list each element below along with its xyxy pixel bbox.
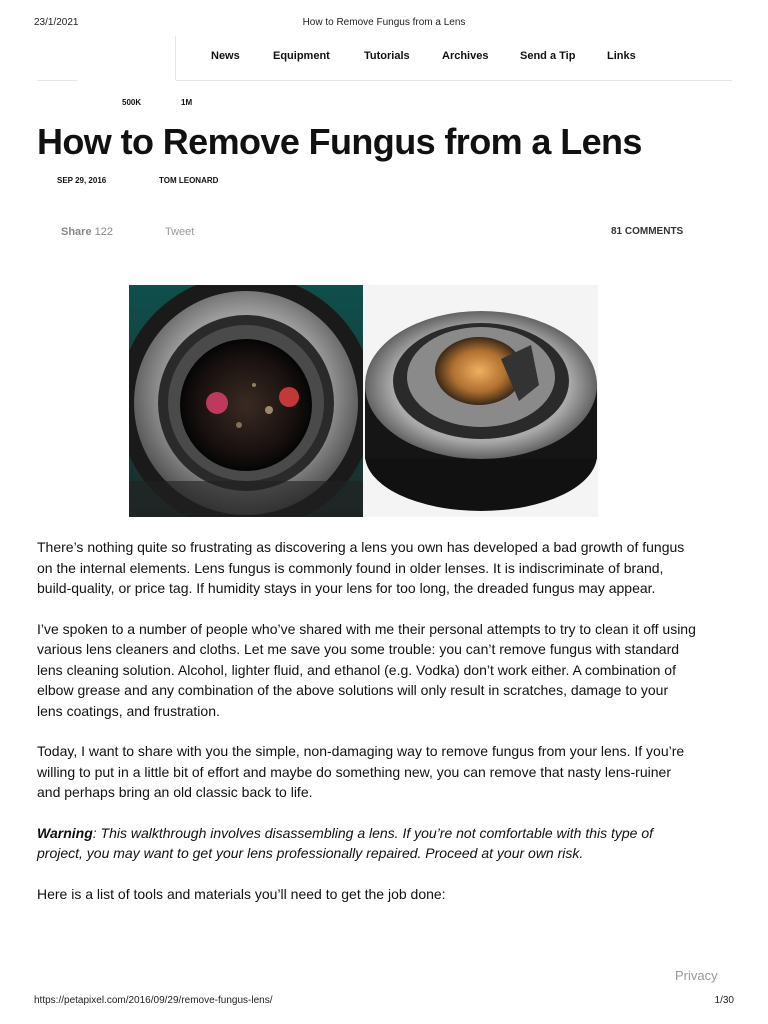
nav-left-divider bbox=[37, 80, 77, 81]
paragraph-tools-intro: Here is a list of tools and materials you’ll need to get the job done: bbox=[37, 885, 446, 902]
nav-item-send-a-tip[interactable]: Send a Tip bbox=[520, 50, 576, 62]
article-body bbox=[37, 537, 697, 924]
article-title: How to Remove Fungus from a Lens bbox=[37, 121, 642, 162]
paragraph-today: Today, I want to share with you the simple, non-damaging way to remove fungus from your lens. If you’re willing to put in a little bit of effort and maybe do something new, you can remove that nasty lens-ruiner and perhaps bring an old classic back to life. bbox=[37, 743, 685, 800]
nav-bottom-divider bbox=[176, 80, 732, 81]
hero-image bbox=[129, 285, 598, 517]
share-label: Share bbox=[61, 226, 92, 238]
print-page-title: How to Remove Fungus from a Lens bbox=[302, 17, 466, 28]
nav-item-news[interactable]: News bbox=[211, 50, 240, 62]
print-date: 23/1/2021 bbox=[34, 17, 79, 28]
print-url: https://petapixel.com/2016/09/29/remove-fungus-lens/ bbox=[34, 995, 273, 1006]
share-row bbox=[0, 226, 768, 242]
warning-text: : This walkthrough involves disassembling a lens. If you’re not comfortable with this type of project, you may want to get your lens professionally repaired. Proceed at your own risk. bbox=[37, 824, 654, 861]
nav-item-archives[interactable]: Archives bbox=[442, 50, 489, 62]
paragraph-attempts: I’ve spoken to a number of people who’ve shared with me their personal attempts to try to clean it off using various lens cleaners and cloths. Let me save you some trouble: you can’t remove fungus with standard lens cleaning solution. Alcohol, lighter fluid, and ethanol (e.g. Vodka) don’t work either. A combination of elbow grease and any combination of the above solutions will only result in scratches, damage to your lens coatings, and frustration. bbox=[37, 620, 696, 719]
article-date: SEP 29, 2016 bbox=[57, 176, 107, 185]
social-count-second[interactable]: 1M bbox=[181, 98, 193, 107]
warning-label: Warning bbox=[37, 824, 93, 841]
paragraph-intro: There’s nothing quite so frustrating as discovering a lens you own has developed a bad growth of fungus on the internal elements. Lens fungus is commonly found in older lenses. It is indiscriminate of brand, build-quality, or price tag. If humidity stays in your lens for too long, the dreaded fungus may appear. bbox=[37, 539, 685, 596]
paragraph-warning bbox=[37, 823, 697, 864]
nav-item-links[interactable]: Links bbox=[607, 50, 636, 62]
nav-vertical-divider bbox=[175, 36, 176, 80]
comments-link[interactable]: 81 COMMENTS bbox=[611, 226, 684, 237]
print-page-number: 1/30 bbox=[714, 995, 734, 1006]
privacy-link[interactable]: Privacy bbox=[675, 968, 718, 983]
tweet-button[interactable]: Tweet bbox=[165, 226, 195, 238]
nav-item-equipment[interactable]: Equipment bbox=[273, 50, 330, 62]
print-header bbox=[0, 17, 768, 31]
share-count: 122 bbox=[94, 226, 113, 238]
article-author[interactable]: TOM LEONARD bbox=[159, 176, 219, 185]
social-count-first[interactable]: 500K bbox=[122, 98, 142, 107]
share-button[interactable] bbox=[61, 226, 113, 238]
nav-item-tutorials[interactable]: Tutorials bbox=[364, 50, 410, 62]
